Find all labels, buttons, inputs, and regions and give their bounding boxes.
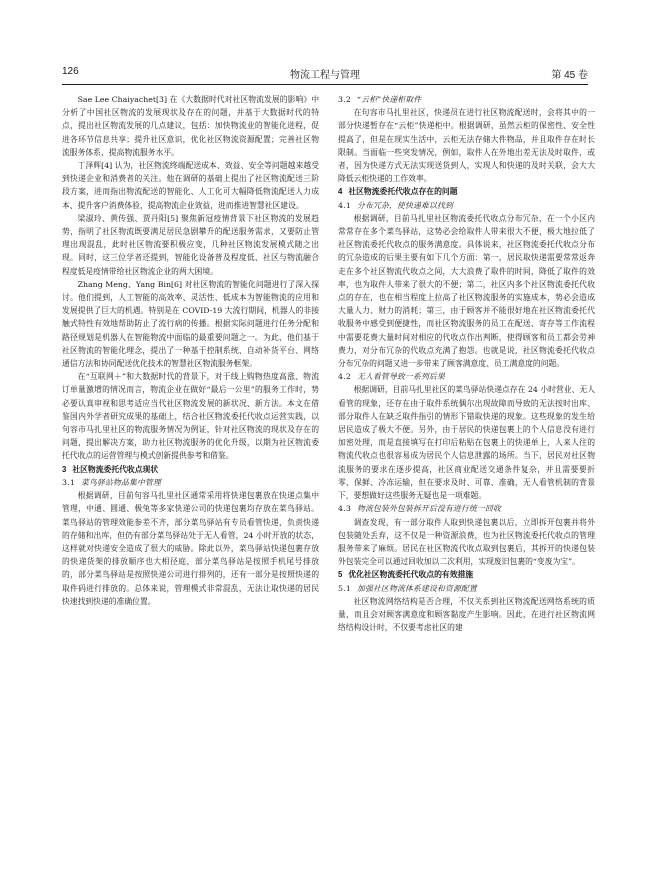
section-heading xyxy=(62,463,319,476)
section-heading xyxy=(338,568,595,581)
section-heading xyxy=(338,185,595,198)
right-column xyxy=(338,93,595,634)
heading-text: 菜鸟驿站物品集中管理 xyxy=(81,477,161,487)
heading-number: 4.1 xyxy=(338,200,351,210)
heading-number: 3.2 xyxy=(338,95,351,104)
subsection-heading xyxy=(338,199,595,212)
subsection-heading xyxy=(338,502,595,515)
heading-number: 4.2 xyxy=(338,372,351,382)
heading-number: 4.3 xyxy=(338,504,351,514)
subsection-heading xyxy=(338,93,595,106)
paragraph: 在“互联网＋”和大数据时代的背景下，对于线上购物热度高涨、物流订单量激增的情况而言，物流企业在做好“最后一公里”的服务工作时，势必要认真审视和思考适应当代社区物流发展的新状况、新方法。本文在借鉴国内外学者研究成果的基础上，结合社区物流委托代收点运营实践，以句容市马扎里社区的物流服务情况为例证，针对社区物流的现状及存在的问题，提出解决方案，助力社区物流服务的优化升级，以期为社区物流委托代收点的运营管理与模式创新提供参考和借鉴。 xyxy=(62,372,319,461)
page-number: 126 xyxy=(62,66,79,77)
heading-text: 无人看管导致一系列后果 xyxy=(357,372,445,382)
heading-text: 优化社区物流委托代收点的有效措施 xyxy=(348,570,474,580)
paragraph: Zhang Meng、Yang Bin[6] 对社区物流的智能化问题进行了深入探讨。他们提到，人工智能的高效率、灵活性、低成本为智能物流的应用和发展提供了巨大的机遇。特别是在 COVID-19 大流行期间，机器人的非接触式特性有效地帮助防止了流行病的传播。根据实际问题进行任务分配和路径规划是机器人在智能物流中面临的最重要问题之一。为此，他们基于社区物流的智能化理念，提出了一种基于控制系统、自动补货平台、网络通信方法和协同配送优化技术的智慧社区物流服务框架。 xyxy=(62,279,319,369)
paragraph: 在句容市马扎里社区，快递员在进行社区物流配送时，会将其中的一部分快递暂存在“云柜”快递柜中。根据调研，虽然云柜的保密性、安全性提高了，但是在现实生活中，云柜无法存储大件物品，并且取件存在时长限制。当面临一些突发情况，例如，取件人在外地出差无法及时取件，或者，因为快递方式无法实现送货到人，实现人和快递的及时关联，会大大降低云柜快递的工作效率。 xyxy=(338,108,595,184)
paragraph: 调查发现，有一部分取件人取到快递包裹以后，立即拆开包裹并将外包装随处丢弃，这不仅是一种资源浪费，也为社区物流委托代收点的管理服务带来了麻烦。居民在社区物流代收点取到包裹后，其拆开的快递包装外包装完全可以通过回收加以二次利用，实现废旧包裹的“变废为宝”。 xyxy=(338,517,595,567)
paragraph: Sae Lee Chaiyachet[3] 在《大数据时代对社区物流发展的影响》中分析了中国社区物流的发展现状及存在的问题，并基于大数据时代的特点，提出社区物流发展的几点建议，包括：加快物流业的智能化进程，促进各环节信息共享；提升社区意识，优化社区物流资源配置；完善社区物流服务体系，提高物流服务水平。 xyxy=(62,95,319,157)
paragraph: 丁泽辉[4] 认为，社区物流终端配送成本、效益、安全等问题越来越受到快递企业和消费者的关注。他在调研的基础上提出了社区物流配送三阶段方案，进而指出物流配送的智能化、人工化可大幅降低物流配送人力成本、提升客户消费体验，提高物流企业效益，进而推进智慧社区建设。 xyxy=(62,161,319,210)
heading-text: 物流包装外包装拆开后没有进行统一回收 xyxy=(357,504,501,514)
heading-number: 3.1 xyxy=(62,477,75,487)
heading-text: 加强社区物流体系建设和资源配置 xyxy=(357,583,477,593)
paragraph: 根据调研，目前马扎里社区的菜鸟驿站快递点存在 24 小时营业、无人看管的现象，还存在由于取件系统偶尔出现故障而导致的无法按时出库、部分取件人在缺乏取件指引的情形下错取快递的现象。这些现象的发生给居民造成了极大不便。另外，由于居民的快递包裹上的个人信息没有进行加密处理，而是直接填写在打印后粘贴在包裹上的快递单上，人来人往的物流代收点也很容易成为居民个人信息泄露的场所。当下，居民对社区物流服务的要求在逐步提高，社区商业配送交通条件复杂，并且需要要折零、保鲜、冷冻运输，但在要求及时、可靠、准确，无人看管机制的背景下，要想做好这些服务无疑也是一项难题。 xyxy=(338,385,595,501)
paragraph: 梁淑玲、黄传强、贾丹阳[5] 聚焦新冠疫情背景下社区物流的发展趋势，指明了社区物流既要满足居民急剧攀升的配送服务需求，又要防止管理出现混乱，此时社区物流要积极应变，几种社区物流发展模式随之出现。同时，这三位学者还提到，智能化设备普及程度低、社区与物流融合程度低是疫情带给社区物流企业的两大困境。 xyxy=(62,213,319,276)
heading-number: 4 xyxy=(338,187,343,197)
heading-text: 社区物流委托代收点存在的问题 xyxy=(348,187,458,197)
heading-number: 5.1 xyxy=(338,583,351,593)
left-column xyxy=(62,93,319,608)
volume-label: 第 45 卷 xyxy=(551,70,588,81)
heading-text: 分布冗杂，使快递难以找到 xyxy=(357,200,453,210)
heading-text: 社区物流委托代收点现状 xyxy=(72,464,159,474)
paragraph: 社区物流网络结构是否合理，不仅关系到社区物流配送网络系统的质量，而且会对顾客满意度和顾客黏度产生影响。因此，在进行社区物流网络结构设计时，不仅要考虑社区的建 xyxy=(338,596,595,633)
paragraph: 根据调研，目前句容马扎里社区通常采用将快递包裹放在快递点集中管理，中通、圆通、极兔等多家快递公司的快递包裹均存放在菜鸟驿站。菜鸟驿站的管理效能参差不齐，部分菜鸟驿站有专员看管快递，负责快递的存储和出库，但仍有部分菜鸟驿站处于无人看管，24 小时开放的状态，这样就对快递安全造成了很大的威胁。除此以外，菜鸟驿站快递包裹存放的快递货架的排放顺序也大相径庭，部分菜鸟驿站是按照手机尾号排放的，部分菜鸟驿站是按照快递公司进行排列的，还有一部分是按照快递的取件码进行排放的。总体来说，管理模式非常混乱，无法让取快递的居民快速找到快递的准确位置。 xyxy=(62,491,319,606)
journal-title: 物流工程与管理 xyxy=(290,70,360,81)
heading-number: 3 xyxy=(62,464,67,474)
subsection-heading xyxy=(338,370,595,383)
paragraph: 根据调研，目前马扎里社区物流委托代收点分布冗杂，在一个小区内常常存在多个菜鸟驿站，这势必会给取件人带来很大不便，极大地拉低了社区物流委托代收点的服务满意度。具体说来，社区物流委托代收点分布的冗杂造成的后果主要有如下几个方面：第一，居民取快递需要常常返奔走在多个社区物流代收点之间，大大浪费了取件的时间，降低了取件的效率，也为取件人带来了很大的不便；第二，社区内多个社区物流委托代收点的存在，也在相当程度上拉高了社区物流服务的实施成本，势必会造成大量人力、财力的消耗；第三，由于顾客并不能很好地在社区物流委托代收服务中感受到便捷性，而社区物流服务的员工在配送、寄存等工作流程中需要花费大量时间对相应的代收点作出判断，使得顾客和员工都会劳神费力，对分布冗杂的代收点充满了抱怨。也就是说，社区物流委托代收点分布冗杂的问题又进一步带来了顾客满意度、员工满意度的问题。 xyxy=(338,213,595,369)
subsection-heading xyxy=(338,582,595,595)
subsection-heading xyxy=(62,476,319,489)
heading-number: 5 xyxy=(338,570,343,580)
running-header xyxy=(62,66,588,82)
header-rule xyxy=(62,84,588,85)
heading-text: “云柜”快递柜取件 xyxy=(357,95,422,104)
